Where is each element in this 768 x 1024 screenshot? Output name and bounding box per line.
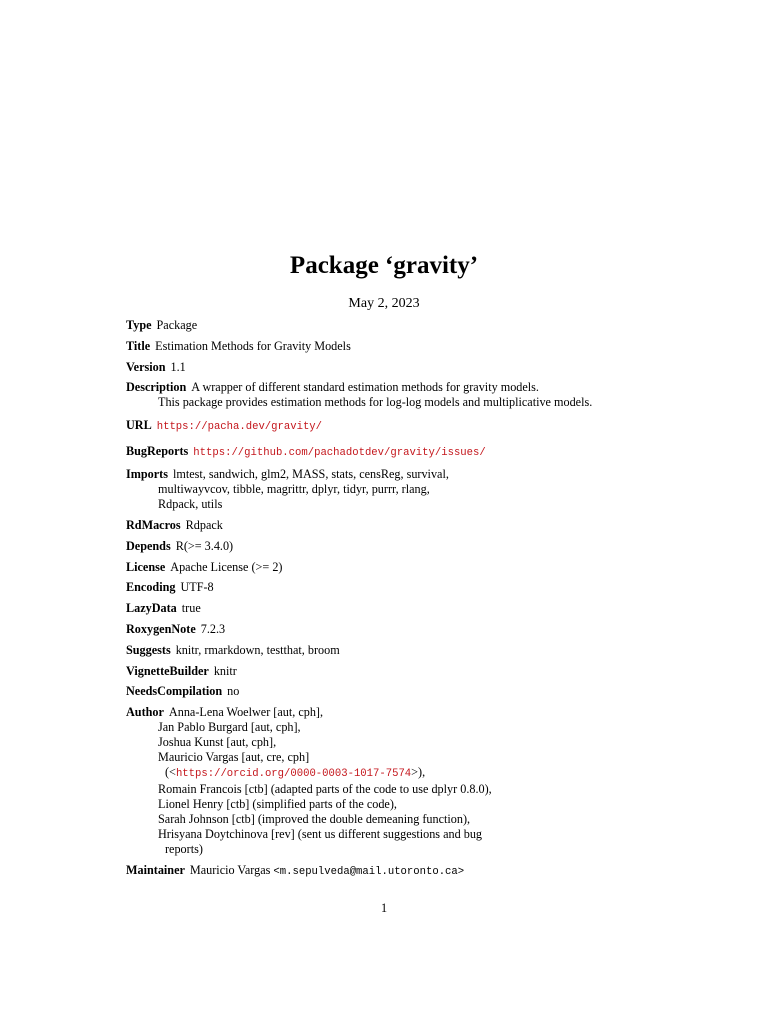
author-orcid-line	[126, 765, 646, 782]
field-key: Suggests	[126, 642, 171, 657]
field-value: 1.1	[170, 359, 186, 374]
bugreports-link[interactable]: https://github.com/pachadotdev/gravity/issues/	[193, 447, 486, 460]
author-line: Romain Francois [ctb] (adapted parts of the code to use dplyr 0.8.0),	[158, 782, 492, 797]
field-value-continuation: This package provides estimation methods for log-log models and multiplicative models.	[158, 395, 593, 410]
field-key: Encoding	[126, 580, 176, 595]
field-value: Estimation Methods for Gravity Models	[155, 338, 351, 353]
orcid-open: (<	[165, 765, 176, 780]
page-title: Package ‘gravity’	[289, 252, 479, 279]
field-needscompilation	[126, 684, 646, 699]
field-value: A wrapper of different standard estimation methods for gravity models.	[191, 380, 539, 395]
field-key: Version	[126, 359, 166, 374]
field-key: Type	[126, 318, 152, 332]
field-key: LazyData	[126, 601, 177, 616]
orcid-close: >),	[411, 765, 426, 780]
field-suggests	[126, 643, 646, 658]
author-line: Hrisyana Doytchinova [rev] (sent us different suggestions and bug	[158, 827, 483, 842]
field-key: RdMacros	[126, 517, 181, 532]
field-value: knitr, rmarkdown, testthat, broom	[175, 642, 340, 657]
field-author	[126, 705, 646, 857]
author-line: Joshua Kunst [aut, cph],	[158, 735, 277, 750]
field-key: Imports	[126, 467, 168, 482]
field-depends	[126, 539, 646, 554]
field-bugreports	[126, 444, 646, 461]
author-line: Jan Pablo Burgard [aut, cph],	[158, 720, 301, 735]
field-maintainer	[126, 863, 646, 880]
field-value: Rdpack	[185, 517, 223, 532]
field-key: RoxygenNote	[126, 621, 196, 636]
field-key: Author	[126, 705, 164, 720]
field-value-continuation: multiwayvcov, tibble, magrittr, dplyr, tidyr, purrr, rlang,	[158, 482, 430, 497]
field-type	[126, 318, 646, 333]
author-line: reports)	[165, 842, 203, 857]
field-value: true	[181, 601, 201, 616]
field-value: knitr	[213, 663, 237, 678]
author-line: Lionel Henry [ctb] (simplified parts of the code),	[158, 797, 397, 812]
field-key: BugReports	[126, 444, 189, 459]
field-key: Description	[126, 380, 187, 395]
orcid-link[interactable]: https://orcid.org/0000-0003-1017-7574	[175, 768, 412, 781]
field-description	[126, 380, 646, 410]
field-url	[126, 418, 646, 435]
url-link[interactable]: https://pacha.dev/gravity/	[156, 421, 323, 434]
author-line: Sarah Johnson [ctb] (improved the double demeaning function),	[158, 812, 471, 827]
page-number: 1	[380, 901, 388, 915]
field-key: License	[126, 559, 166, 574]
field-key: Depends	[126, 538, 171, 553]
field-key: Title	[126, 338, 151, 353]
field-key: VignetteBuilder	[126, 663, 209, 678]
field-version	[126, 360, 646, 375]
date: May 2, 2023	[348, 296, 420, 311]
field-key: Maintainer	[126, 862, 185, 877]
field-license	[126, 560, 646, 575]
field-value: Anna-Lena Woelwer [aut, cph],	[168, 705, 324, 720]
field-key: URL	[126, 418, 152, 433]
maintainer-email[interactable]: <m.sepulveda@mail.utoronto.ca>	[273, 865, 465, 878]
field-key: NeedsCompilation	[126, 684, 223, 699]
field-rdmacros	[126, 518, 646, 533]
field-value: UTF-8	[180, 580, 214, 595]
field-title	[126, 339, 646, 354]
field-value: Apache License (>= 2)	[170, 559, 283, 574]
field-vignettebuilder	[126, 664, 646, 679]
field-value: R(>= 3.4.0)	[175, 538, 234, 553]
field-value: 7.2.3	[200, 621, 226, 636]
field-value: Package	[156, 318, 198, 332]
field-encoding	[126, 580, 646, 595]
field-value-continuation: Rdpack, utils	[158, 497, 223, 512]
description-fields	[126, 318, 646, 886]
maintainer-name: Mauricio Vargas	[189, 862, 271, 877]
field-imports	[126, 467, 646, 512]
field-lazydata	[126, 601, 646, 616]
field-value: lmtest, sandwich, glm2, MASS, stats, censReg, survival,	[172, 467, 449, 482]
field-roxygennote	[126, 622, 646, 637]
author-line: Mauricio Vargas [aut, cre, cph]	[158, 750, 310, 765]
field-value: no	[227, 684, 240, 699]
